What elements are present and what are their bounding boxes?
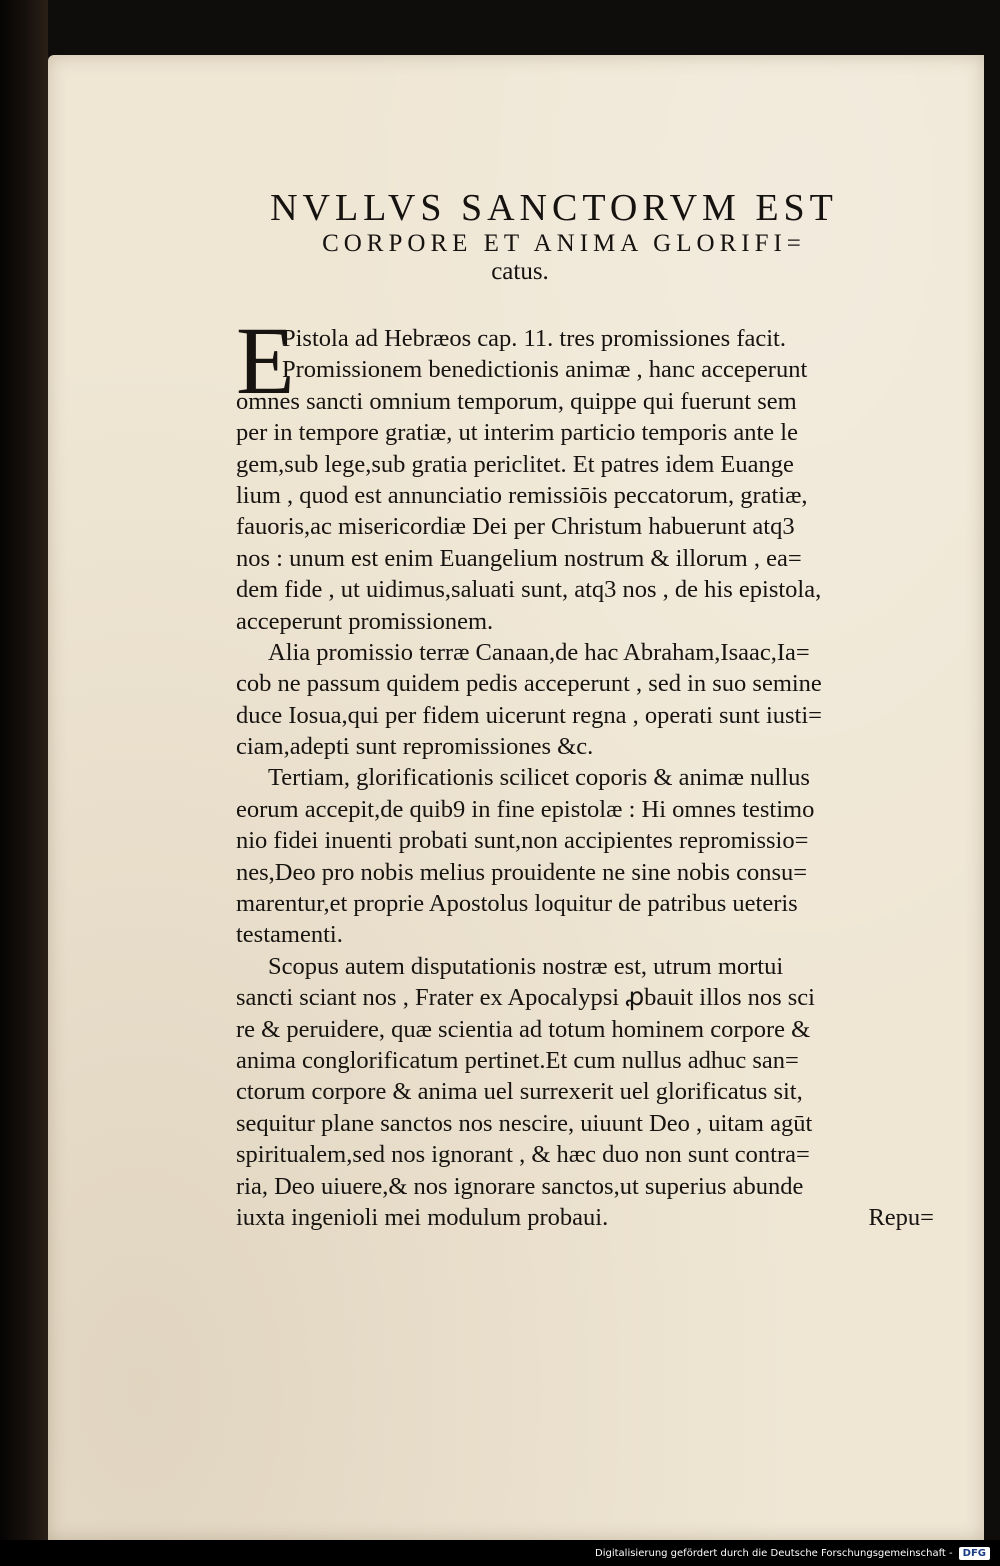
text-line: Pistola ad Hebræos cap. 11. tres promissiones facit.	[282, 325, 786, 352]
text-line: sequitur plane sanctos nos nescire, uiuunt Deo , uitam agūt	[236, 1109, 813, 1137]
dfg-logo: DFG	[959, 1547, 990, 1560]
text-line: Promissionem benedictionis animæ , hanc acceperunt	[282, 356, 808, 384]
text-line: ctorum corpore & anima uel surrexerit uel glorificatus sit,	[236, 1078, 803, 1106]
text-line: sancti sciant nos , Frater ex Apocalypsi ꝓbauit illos nos sci	[236, 984, 815, 1012]
text-line: testamenti.	[236, 921, 343, 949]
catchword: Repu=	[868, 1203, 934, 1231]
text-line: gem,sub lege,sub gratia periclitet. Et patres idem Euange	[236, 450, 794, 478]
body-text	[236, 307, 956, 1233]
heading-line-2: CORPORE ET ANIMA GLORIFI=	[322, 230, 806, 257]
text-line: ciam,adepti sunt repromissiones &c.	[236, 733, 594, 761]
text-line: dem fide , ut uidimus,saluati sunt, atq3 nos , de his epistola,	[236, 576, 822, 604]
text-line: eorum accepit,de quib9 in fine epistolæ : Hi omnes testimo	[236, 795, 815, 823]
drop-cap: E	[236, 307, 295, 414]
heading-line-3: catus.	[491, 258, 549, 285]
text-line: anima conglorificatum pertinet.Et cum nullus adhuc san=	[236, 1046, 799, 1074]
last-line	[236, 1202, 934, 1233]
text-line: Alia promissio terræ Canaan,de hac Abraham,Isaac,Ia=	[268, 638, 810, 666]
text-line: cob ne passum quidem pedis acceperunt , sed in suo semine	[236, 670, 822, 698]
text-line: nio fidei inuenti probati sunt,non accipientes repromissio=	[236, 827, 809, 855]
text-line: spiritualem,sed nos ignorant , & hæc duo non sunt contra=	[236, 1141, 810, 1169]
text-line: Tertiam, glorificationis scilicet coporis & animæ nullus	[268, 764, 810, 792]
text-line: omnes sancti omnium temporum, quippe qui fuerunt sem	[236, 387, 797, 415]
book-spine-shadow	[0, 0, 48, 1540]
text-line: nos : unum est enim Euangelium nostrum & illorum , ea=	[236, 544, 802, 572]
text-line: acceperunt promissionem.	[236, 607, 494, 635]
digitization-footer	[0, 1540, 1000, 1566]
text-line: Scopus autem disputationis nostræ est, utrum mortui	[268, 952, 784, 980]
text-line: fauoris,ac misericordiæ Dei per Christum habuerunt atq3	[236, 513, 795, 541]
last-line-text: iuxta ingenioli mei modulum probaui.	[236, 1203, 609, 1231]
text-line: per in tempore gratiæ, ut interim particio temporis ante le	[236, 419, 798, 447]
text-line: re & peruidere, quæ scientia ad totum hominem corpore &	[236, 1015, 811, 1043]
text-line: marentur,et proprie Apostolus loquitur de patribus ueteris	[236, 890, 798, 918]
footer-text: Digitalisierung gefördert durch die Deutsche Forschungsgemeinschaft -	[595, 1547, 953, 1559]
text-line: lium , quod est annunciatio remissiōis peccatorum, gratiæ,	[236, 481, 808, 509]
text-line: duce Iosua,qui per fidem uicerunt regna , operati sunt iusti=	[236, 701, 822, 729]
text-line: ria, Deo uiuere,& nos ignorare sanctos,ut superius abunde	[236, 1172, 804, 1200]
heading-line-1: NVLLVS SANCTORVM EST	[270, 187, 838, 229]
text-line: nes,Deo pro nobis melius prouidente ne sine nobis consu=	[236, 858, 808, 886]
